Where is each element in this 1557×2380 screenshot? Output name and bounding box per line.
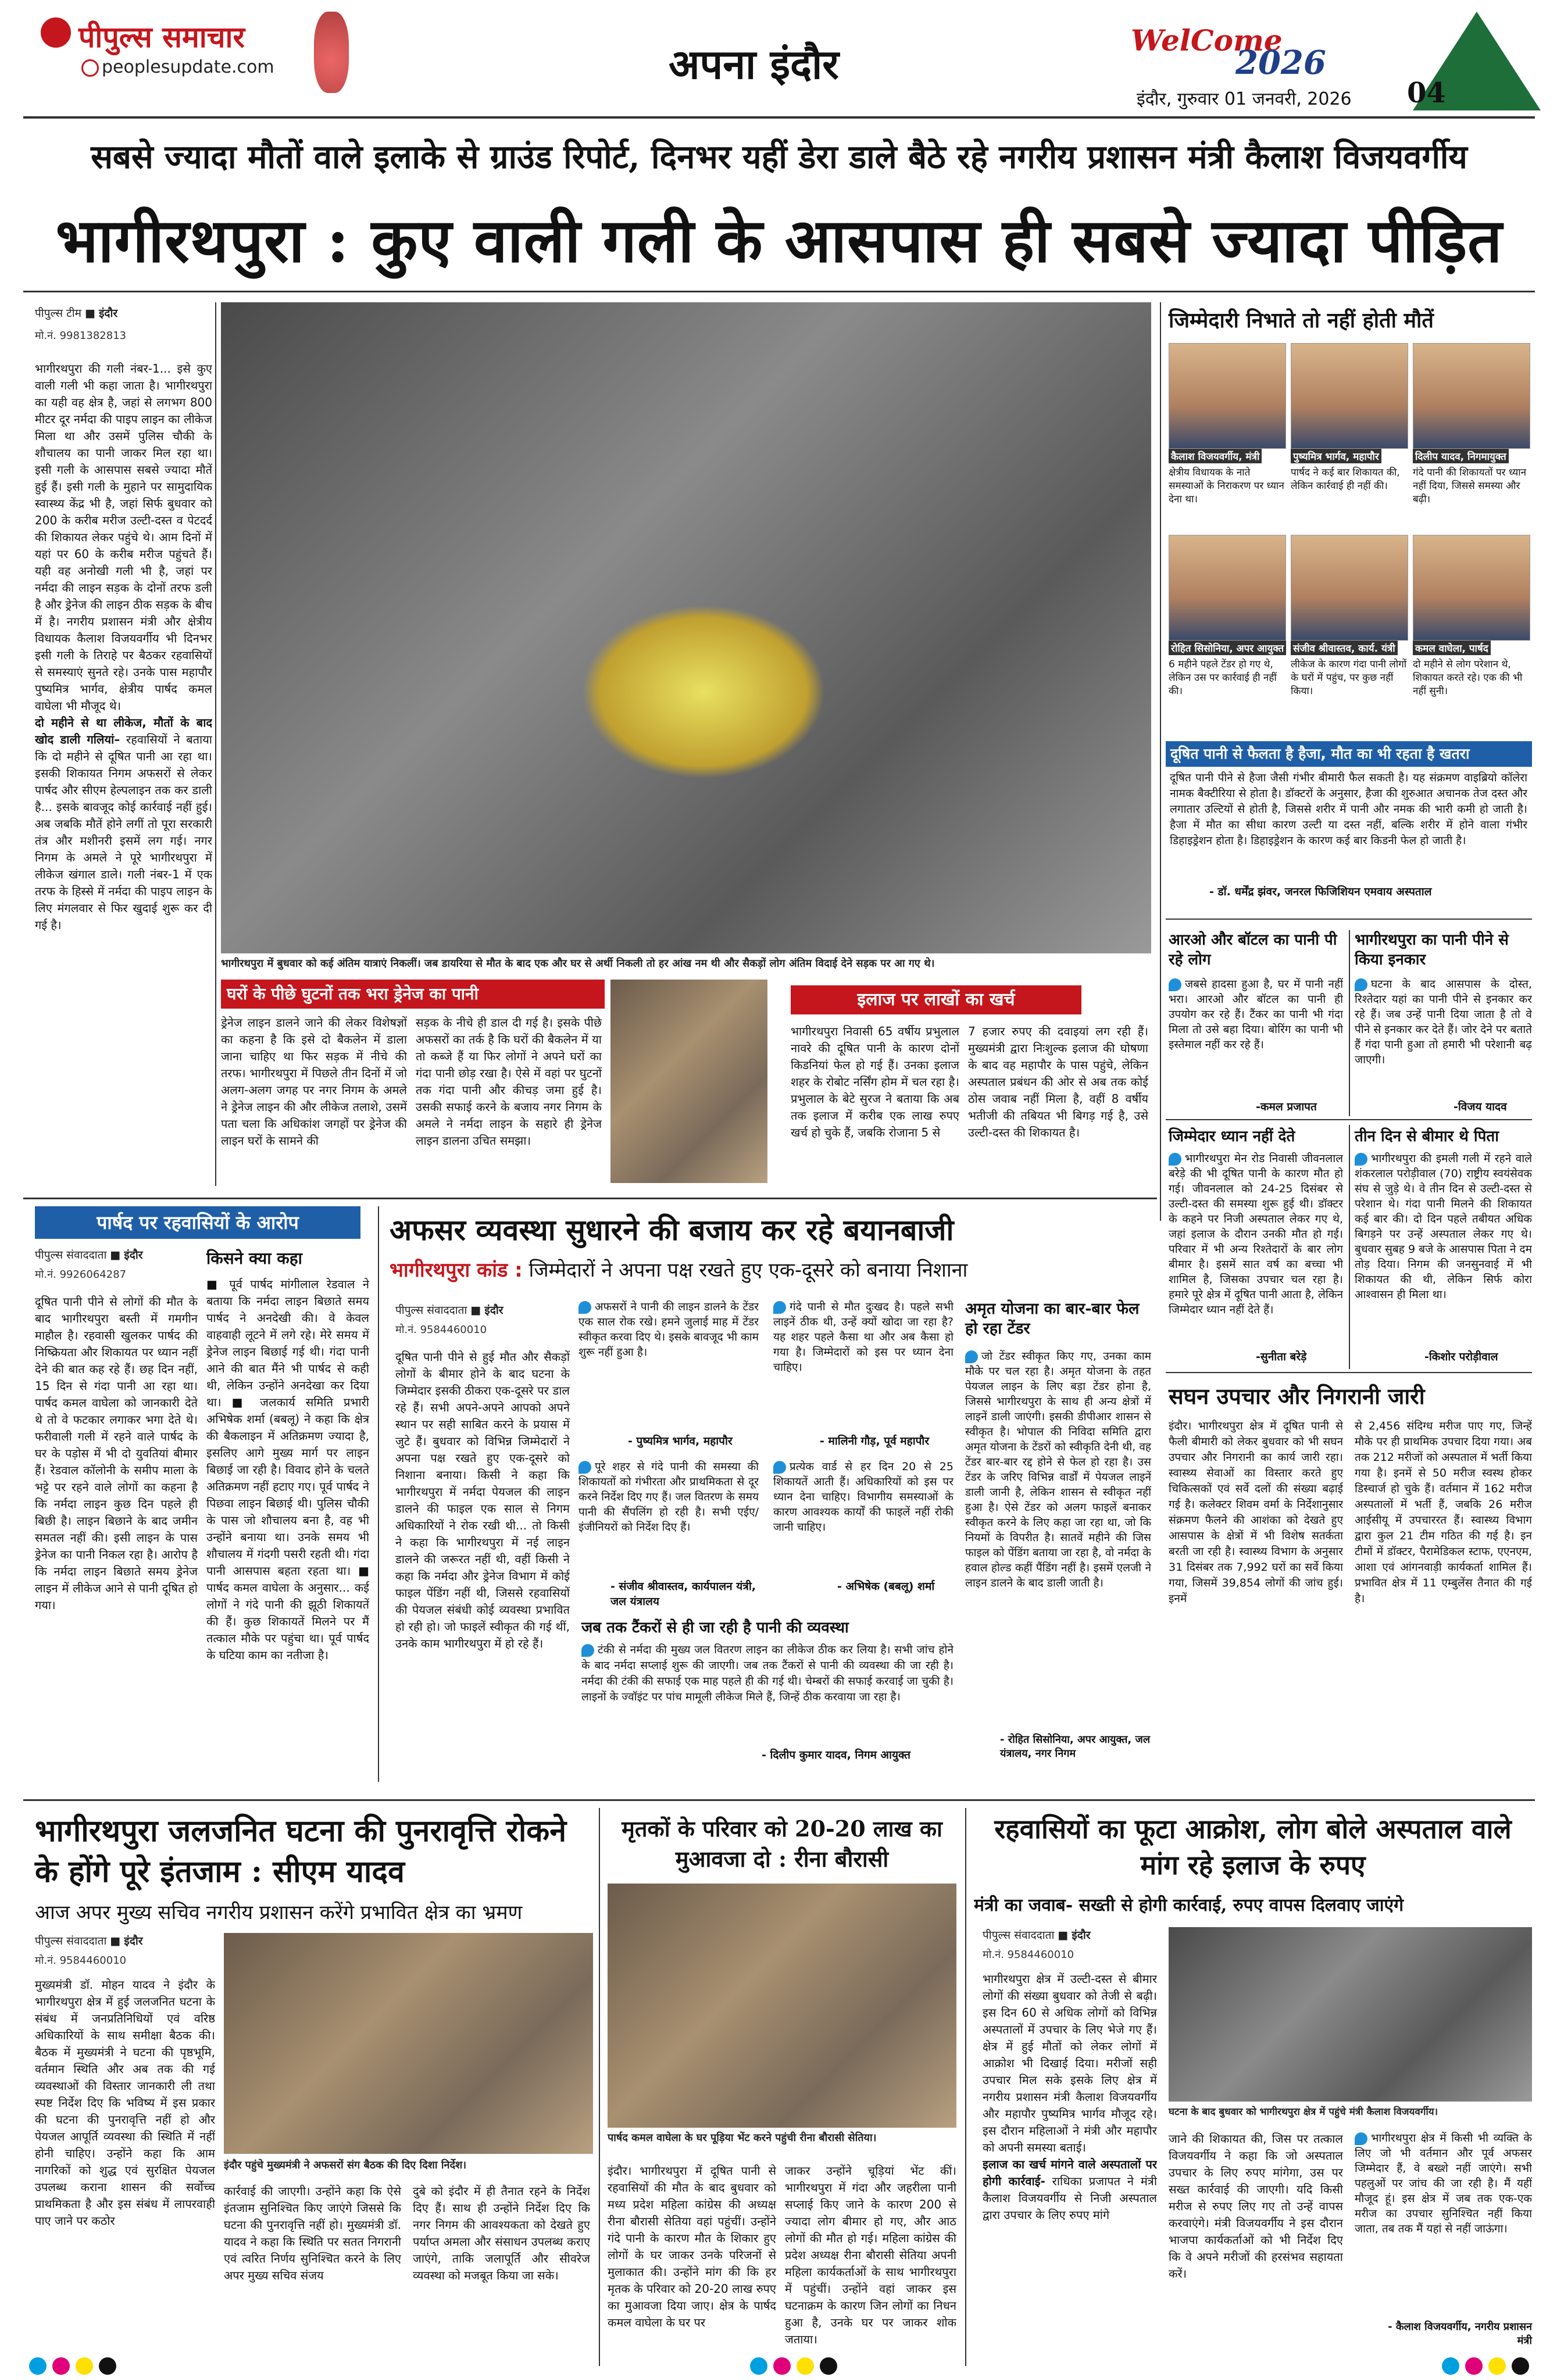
quote-divider-2: [1349, 1125, 1350, 1369]
lead-byline: पीपुल्स टीम ■ इंदौर: [35, 307, 118, 320]
anger-body: भागीरथपुरा क्षेत्र में उल्टी-दस्त से बीमार लोगों की संख्या बुधवार को तेजी से बढ़ी। इस दिन 60 से अधिक लोगों को विभिन्न अस्पतालों में उपचार के लिए भेजे गए हैं। क्षेत्र में हुई मौतों को लेकर लोगों में आक्रोश भी दिखाई दिया। मरीजों सही उपचार मिल सके इसके लिए क्षेत्र में नगरीय प्रशासन मंत्री कैलाश विजयवर्गीय और महापौर पुष्यमित्र भार्गव मौजूद रहे। इस दौरान महिलाओं ने मंत्री और महापौर को अपनी समस्या बताई।: [983, 1972, 1157, 2154]
year-text: 2026: [1235, 44, 1326, 82]
cm-col1: मुख्यमंत्री डॉ. मोहन यादव ने इंदौर के भागीरथपुरा क्षेत्र में हुई जलजनित घटना के संबंध में जनप्रतिनिधियों एवं वरिष्ठ अधिकारियों के साथ समीक्षा बैठक की। बैठक में मुख्यमंत्री ने घटना की पृष्ठभूमि, वर्तमान स्थिति और अब तक की गई व्यवस्थाओं की विस्तार जानकारी ली तथा स्पष्ट निर्देश दिए कि भविष्य में इस प्रकार की घटना की पुनरावृत्ति नहीं हो और पेयजल आपूर्ति व्यवस्था की स्थिति में नहीं होनी चाहिए। उन्होंने कहा कि आम नागरिकों को शुद्ध एवं सुरक्षित पेयजल उपलब्ध कराना शासन की सर्वोच्च प्राथमिकता है और इस संबंध में लापरवाही पाए जाने पर कठोर: [35, 1978, 215, 2228]
councillor-subhead: किसने क्या कहा: [206, 1249, 302, 1268]
byline-city: इंदौर: [1072, 1929, 1091, 1942]
quote-icon: [1355, 978, 1367, 991]
councillor-title: पार्षद पर रहवासियों के आरोप: [35, 1206, 360, 1239]
anger-col1: [983, 1971, 1157, 2366]
amrut-author: - रोहित सिसोनिया, अपर आयुक्त, जल यंत्रालय, नगर निगम: [1000, 1734, 1151, 1760]
compensation-photo: [608, 1884, 956, 2128]
compensation-col1: इंदौर। भागीरथपुरा में दूषित पानी से रहवासियों की मौत के बाद बुधवार को मध्य प्रदेश महिला कांग्रेस की अध्यक्ष रीना बौरासी सेतिया वहां पहुंचीं। उन्होंने गंदे पानी के कारण मौत के शिकार हुए लोगों के घर जाकर उनके परिजनों से मुलाकात की। उन्होंने मांग की कि हर मृतक के परिवार को 20-20 लाख रुपए का मुआवजा दिया जाए। क्षेत्र के पार्षद कमल वाघेला के घर पर: [608, 2164, 776, 2329]
portrait-kamal: [1413, 535, 1530, 641]
cost-box-col2: 7 हजार रुपए की दवाइयां लग रही हैं। मुख्यमंत्री द्वारा निःशुल्क इलाज की घोषणा के बाद वह महापौर के पास पहुंचे, लेकिन अस्पताल प्रबंधन की ओर से अब तक कोई ठोस जवाब नहीं मिला है, वहीं 8 वर्षीय भतीजी की तबियत भी बिगड़ गई है, उसे उल्टी-दस्त की शिकायत है।: [968, 1024, 1148, 1139]
officers-quote-3: [578, 1459, 759, 1575]
portrait-name-rohit: रोहित सिसोनिया, अपर आयुक्त: [1169, 641, 1286, 655]
quote-responsible-author: -सुनीता बरेड़े: [1256, 1350, 1307, 1363]
portrait-text-dilip: गंदे पानी की शिकायतों पर ध्यान नहीं दिया, जिससे समस्या और बढ़ी।: [1413, 467, 1527, 505]
quote-icon: [1169, 1153, 1181, 1166]
officers-quote-4-body: प्रत्येक वार्ड से हर दिन 20 से 25 शिकायतें आती हैं। अधिकारियों को इस पर ध्यान देना चाहिए। विभागीय समस्याओं के कारण आवश्यक कार्यों की फाइलें नहीं रोकी जानी चाहिए।: [773, 1460, 954, 1534]
masthead-divider: [23, 116, 1535, 119]
drain-photo: [610, 980, 767, 1183]
officers-headline: अफसर व्यवस्था सुधारने की बजाय कर रहे बयानबाजी: [390, 1213, 954, 1247]
quote-ro-author: -कमल प्रजापत: [1256, 1100, 1317, 1113]
byline-city: इंदौर: [124, 1249, 143, 1262]
anger-byline: पीपुल्स संवाददाता ■ इंदौर: [983, 1929, 1091, 1942]
portrait-rohit: [1169, 535, 1286, 641]
flower-bier: [581, 605, 826, 779]
quote-ro-body: जबसे हादसा हुआ है, घर में पानी नहीं भरा। आरओ और बॉटल का पानी ही उपयोग कर रहे हैं। टैंकर का पानी भी गंदा मिला तो उसे बहा दिया। बोरिंग का पानी भी इस्तेमाल नहीं कर रहे हैं।: [1169, 978, 1343, 1051]
cost-box-col1: भागीरथपुरा निवासी 65 वर्षीय प्रभुलाल नावरे की दूषित पानी के कारण दोनों किडनियां फेल हो गई हैं। उनका इलाज शहर के रोबोट नर्सिंग होम में चल रहा है। प्रभुलाल के बेटे सुरज ने बताया कि अब तक इलाज में करीब एक लाख रुपए खर्च हो चुके हैं, जबकि रोजाना 5 से: [791, 1024, 959, 1139]
quote-ro-title: आरओ और बॉटल का पानी पी रहे लोग: [1169, 931, 1337, 969]
section-title: अपना इंदौर: [669, 40, 839, 88]
lead-column-divider: [215, 302, 216, 1186]
councillor-col2: ■ पूर्व पार्षद मांगीलाल रेडवाल ने बताया कि नर्मदा लाइन बिछाते समय पार्षद ने अनदेखी की। वे केवल वाहवाही लूटने में लगे रहे। मेरे समय में ड्रेनेज लाइन बिछाई गई थी। गंदा पानी आने की बात मैंने भी पार्षद से कही थी, लेकिन उन्होंने अनदेखा कर दिया था। ■ जलकार्य समिति प्रभारी अभिषेक शर्मा (बबलू) ने कहा कि क्षेत्र की बैकलाइन में अतिक्रमण ज्यादा है, इसलिए आगे मुख्य मार्ग पर लाइन बिछाई जा रही है। विवाद होने के चलते अतिक्रमण नहीं हटाए गए। पूर्व पार्षद ने पिछवा लाइन बिछाई थी। पुलिस चौकी के पास जो शौचालय बना है, वह भी उन्होंने बनाया था। उनके समय भी शौचालय में गंदगी पसरी रहती थी। गंदा पानी आसपास बहता रहता था। ■ पार्षद कमल वाघेला के अनुसार... कई लोगों ने गंदे पानी की झूठी शिकायतें की हैं। कुछ शिकायतें मिलने पर मैं तत्काल मौके पर पहुंचा था। पूर्व पार्षद के घटिया काम का नतीजा है।: [206, 1277, 369, 1662]
registration-mark-cyan: [750, 2357, 767, 2375]
compensation-col2: जाकर उन्होंने चूड़ियां भेंट कीं। भागीरथपुरा में गंदा और जहरीला पानी सप्लाई किए जाने के कारण 200 से ज्यादा लोग बीमार हो गए, और आठ लोगों की मौत हो गई। महिला कांग्रेस की प्रदेश अध्यक्ष रीना बौरासी सेतिया अपनी महिला कार्यकर्ताओं के साथ भागीरथपुरा में पहुंचीं। उन्होंने वहां जाकर इस घटनाक्रम के कारण जिन लोगों का निधन हुआ है, उनके घर पर जाकर शोक जताया।: [785, 2164, 956, 2346]
quote-divider-1: [1349, 930, 1350, 1116]
portrait-text-sanjeev: लीकेज के कारण गंदा पानी लोगों के घरों में पहुंच, पर कुछ नहीं किया।: [1291, 659, 1407, 697]
portrait-name-dilip: दिलीप यादव, निगमायुक्त: [1413, 449, 1509, 463]
portrait-name-sanjeev: संजीव श्रीवास्तव, कार्य. यंत्री: [1291, 641, 1398, 655]
councillor-mobile: मो.नं. 9926064287: [35, 1268, 127, 1281]
quote-icon: [1355, 1153, 1367, 1166]
cholera-box-title: दूषित पानी से फैलता है हैजा, मौत का भी रहता है खतरा: [1166, 741, 1532, 767]
officers-subhead-text: जिम्मेदारों ने अपना पक्ष रखते हुए एक-दूसरे को बनाया निशाना: [528, 1259, 968, 1282]
funeral-photo: [221, 302, 1151, 953]
lead-headline: भागीरथपुरा : कुए वाली गली के आसपास ही सबसे ज्यादा पीड़ित: [55, 205, 1503, 276]
drain-box-col1: ड्रेनेज लाइन डालने जाने की लेकर विशेषज्ञों का कहना है कि इसे दो बैकलेन में डाला जाना चाहिए था फिर सड़क में नीचे की तरफ। भागीरथपुरा में पिछले तीन दिनों में जो अलग-अलग जगह पर नगर निगम के अमले ने ड्रेनेज लाइन की और लीकेज तलाशे, उसमें पता चला कि अधिकांश जगहों पर ड्रेनेज की लाइन घरों के सामने की: [221, 1016, 407, 1148]
quote-ro-text: [1169, 977, 1343, 1093]
byline-city: इंदौर: [484, 1304, 503, 1317]
lead-mobile: मो.नं. 9981382813: [35, 330, 127, 342]
officers-byline: पीपुल्स संवाददाता ■ इंदौर: [395, 1304, 503, 1317]
page-number: 04: [1407, 77, 1446, 109]
byline-name: पीपुल्स टीम: [35, 307, 82, 320]
compensation-divider: [965, 1808, 966, 2366]
portrait-name-pushyamitra: पुष्यमित्र भार्गव, महापौर: [1291, 449, 1381, 463]
treatment-divider: [1166, 1372, 1532, 1373]
byline-name: पीपुल्स संवाददाता: [35, 1935, 107, 1947]
officers-subhead: [390, 1256, 1157, 1282]
cm-photo-caption: इंदौर पहुंचे मुख्यमंत्री ने अफसरों संग बैठक की दिए दिशा निर्देश।: [224, 2159, 467, 2171]
cm-mobile: मो.नं. 9584460010: [35, 1954, 127, 1967]
funeral-photo-caption: भागीरथपुरा में बुधवार को कई अंतिम यात्राएं निकलीं। जब डायरिया से मौत के बाद एक और घर से अर्थी निकली तो हर आंख नम थी और सैकड़ों लोग अंतिम विदाई देने सड़क पर आ गए थे।: [221, 957, 935, 970]
drain-box-col2: सड़क के नीचे ही डाल दी गई है। इसके पीछे अफसरों का तर्क है कि घरों की बैकलेन में या तो कब्जे हैं या फिर लोगों ने अपने घरों का गंदा पानी छोड़ रखा है। ऐसे में वहां पर घुटनों तक गंदा पानी और कीचड़ जमा हुई है। उसकी सफाई करने के बजाय नगर निगम के अमले ने नर्मदा लाइन के सहारे ही ड्रेनेज लाइन डालना उचित समझा।: [416, 1016, 602, 1148]
cm-headline: भागीरथपुरा जलजनित घटना की पुनरावृत्ति रोकने के होंगे पूरे इंतजाम : सीएम यादव: [35, 1813, 567, 1889]
brand-logo-icon: [41, 17, 71, 48]
quote-father-author: -किशोर परोड़ीवाल: [1424, 1350, 1498, 1363]
quote-icon: [581, 1644, 594, 1657]
responsibility-title: जिम्मेदारी निभाते तो नहीं होती मौतें: [1169, 308, 1434, 333]
quote-refuse-text: [1355, 977, 1532, 1093]
cholera-box-text: दूषित पानी पीने से हैजा जैसी गंभीर बीमारी फैल सकती है। यह संक्रमण वाइब्रियो कॉलेरा नामक बैक्टीरिया से होता है। डॉक्टरों के अनुसार, हैजा की शुरुआत अचानक तेज दस्त और लगातार उल्टियों से होती है, जिससे शरीर में पानी और नमक की भारी कमी हो जाती है। हैजा में मौत का सीधा कारण उल्टी या दस्त नहीं, बल्कि शरीर में होने वाला गंभीर डिहाइड्रेशन होता है। डिहाइड्रेशन के कारण कई बार किडनी फेल हो जाती है।: [1170, 771, 1527, 847]
officers-quote-4-author: - अभिषेक (बबलू) शर्मा: [837, 1580, 935, 1593]
officers-quote-2-author: - मालिनी गौड़, पूर्व महापौर: [820, 1435, 930, 1448]
quote-icon: [773, 1461, 786, 1474]
quote-icon: [1169, 978, 1181, 991]
cm-meeting-photo: [224, 1933, 593, 2154]
treatment-col1: इंदौर। भागीरथपुरा क्षेत्र में दूषित पानी से फैली बीमारी को लेकर बुधवार को भी सघन उपचार और निगरानी का कार्य जारी रहा। स्वास्थ्य सेवाओं का विस्तार करते हुए चिकित्सकों एवं सर्वे दलों की संख्या बढ़ाई गई है। कलेक्टर शिवम वर्मा के निर्देशानुसार संक्रमण फैलने की आशंका को देखते हुए आसपास के क्षेत्रों में भी विशेष सतर्कता बरती जा रही है। स्वास्थ्य विभाग के अनुसार 31 दिसंबर तक 7,992 घरों का सर्वे किया गया, जिसमें 39,854 लोगों की जांच हुई। इनमें: [1169, 1420, 1343, 1605]
tanker-title: जब तक टैंकरों से ही जा रही है पानी की व्यवस्था: [581, 1619, 849, 1636]
quote-father-body: भागीरथपुरा की इमली गली में रहने वाले शंकरलाल परोड़ीवाल (70) राष्ट्रीय स्वयंसेवक संघ से जुड़े थे। वे तीन दिन से उल्टी-दस्त से परेशान थे। गंदा पानी मिलने की शिकायत कई बार की। दो दिन पहले तबीयत अधिक बिगड़ने पर उन्हें अस्पताल लेकर गए थे। बुधवार सुबह 9 बजे के आसपास पिता ने दम तोड़ दिया। निगम की जनसुनवाई में भी शिकायत की थी, लेकिन सिर्फ कोरा आश्वासन ही मिला था।: [1355, 1152, 1532, 1301]
anger-headline: रहवासियों का फूटा आक्रोश, लोग बोले अस्पताल वाले मांग रहे इलाज के रुपए: [994, 1813, 1512, 1881]
portrait-dilip: [1413, 343, 1530, 449]
anger-subhead-bold: इलाज का खर्च मांगने वाले अस्पतालों पर होगी कार्रवाई-: [983, 2157, 1157, 2188]
councillor-divider: [378, 1206, 379, 1782]
middle-band-divider: [23, 1198, 1157, 1199]
anger-col2: जाने की शिकायत की, जिस पर तत्काल विजयवर्गीय ने कहा कि जो अस्पताल उपचार के लिए रुपए मांगेगा, उस पर सख्त कार्रवाई की जाएगी। यदि किसी मरीज से रुपए लिए गए तो उन्हें वापस करवाएंगे। मंत्री विजयवर्गीय ने इस दौरान भाजपा कार्यकर्ताओं को भी निर्देश दिए कि वे अपने मरीजों की हरसंभव सहायता करें।: [1169, 2132, 1343, 2281]
officers-subhead-label: भागीरथपुरा कांड :: [390, 1259, 523, 1282]
byline-city: इंदौर: [99, 307, 118, 320]
officers-quote-3-author: - संजीव श्रीवास्तव, कार्यपालन यंत्री, जल यंत्रालय: [610, 1580, 756, 1608]
officers-quote-2: [773, 1299, 954, 1433]
portrait-name-kailash: कैलाश विजयवर्गीय, मंत्री: [1169, 449, 1262, 463]
lead-subhead: दो महीने से था लीकेज, मौतों के बाद खोद डाली गलियां–: [35, 716, 212, 746]
portrait-text-pushyamitra: पार्षद ने कई बार शिकायत की, लेकिन कार्रवाई ही नहीं की।: [1291, 467, 1400, 492]
quote-father-title: तीन दिन से बीमार थे पिता: [1355, 1128, 1499, 1145]
portrait-pushyamitra: [1291, 343, 1408, 449]
registration-mark-black: [99, 2357, 116, 2375]
registration-mark-cyan: [1442, 2357, 1459, 2375]
portrait-text-kailash: क्षेत्रीय विधायक के नाते समस्याओं के निराकरण पर ध्यान देना था।: [1169, 467, 1284, 505]
officers-quote-1-author: - पुष्यमित्र भार्गव, महापौर: [628, 1435, 733, 1448]
right-panel-divider: [1160, 302, 1161, 1221]
compensation-photo-caption: पार्षद कमल वाघेला के घर पूड़िया भेंट करने पहुंची रीना बौरासी सेतिया।: [608, 2132, 877, 2144]
cm-subhead: आज अपर मुख्य सचिव नगरीय प्रशासन करेंगे प्रभावित क्षेत्र का भ्रमण: [35, 1901, 523, 1924]
registration-mark-black: [1512, 2357, 1529, 2375]
cm-col3: दुबे को इंदौर में ही तैनात रहने के निर्देश दिए हैं। साथ ही उन्होंने निर्देश दिए कि नगर निगम की आवश्यकता को देखते हुए पर्याप्त अमला और संसाधन उपलब्ध कराए जाएंगे, ताकि जलापूर्ति और सीवरेज व्यवस्था को मजबूत किया जा सके।: [413, 2184, 590, 2282]
portrait-text-kamal: दो महीने से लोग परेशान थे, शिकायत करते रहे। एक की भी नहीं सुनी।: [1413, 659, 1523, 697]
portrait-sanjeev: [1291, 535, 1408, 641]
cm-col2: कार्रवाई की जाएगी। उन्होंने कहा कि ऐसे इंतजाम सुनिश्चित किए जाएंगे जिससे कि घटना की पुनरावृत्ति नहीं हो। मुख्यमंत्री डॉ. यादव ने कहा कि स्थिति पर सतत निगरानी एवं त्वरित निर्णय सुनिश्चित करने के लिए अपर मुख्य सचिव संजय: [224, 2184, 401, 2282]
byline-city: इंदौर: [124, 1935, 143, 1947]
drain-box-title: घरों के पीछे घुटनों तक भरा ड्रेनेज का पानी: [221, 980, 605, 1009]
byline-name: पीपुल्स संवाददाता: [35, 1249, 107, 1262]
brand-name: पीपुल्स समाचार: [78, 20, 245, 54]
cholera-box-author: - डॉ. धर्मेंद्र झंवर, जनरल फिजिशियन एमवाय अस्पताल: [1209, 885, 1432, 898]
quote-responsible-body: भागीरथपुरा मेन रोड निवासी जीवनलाल बरेड़े की भी दूषित पानी के कारण मौत हो गई। जीवनलाल को 24-25 दिसंबर से उल्टी-दस्त की समस्या शुरू हुई थी। डॉक्टर के कहने पर निजी अस्पताल लेकर गए थे, जहां इलाज के दौरान उनकी मौत हो गई। परिवार में भी अन्य रिश्तेदारों के बार लोग बीमार है। इसमें सात वर्ष का बच्चा भी शामिल है, जिसका उपचार चल रहा है। हमारे पूरे क्षेत्र में दूषित पानी आता है, लेकिन जिम्मेदार ध्यान नहीं देते हैं।: [1169, 1152, 1343, 1316]
amrut-title: अमृत योजना का बार-बार फेल हो रहा टेंडर: [965, 1300, 1140, 1338]
lead-body-col1: [35, 360, 212, 1186]
cm-divider: [599, 1808, 600, 2366]
amrut-body: जो टेंडर स्वीकृत किए गए, उनका काम मौके पर चल रहा है। अमृत योजना के तहत पेयजल लाइन के लिए बड़ा टेंडर होना है, जिससे भागीरथपुरा के साथ ही अन्य क्षेत्रों में लाइनें डाली जाएंगी। इसकी डीपीआर शासन से स्वीकृत है। भोपाल की निविदा समिति द्वारा अमृत योजना के टेंडरों को स्वीकृति देनी थी, वह टेंडर बार-बार रद्द होने से फेल हो रहा है। उस टेंडर के जरिए विभिन्न वार्डों में पेयजल लाइनें डाली जानी है, लेकिन शासन से स्वीकृत नहीं हुआ है। ऐसे टेंडर को अलग फाइलें बनाकर स्वीकृत करने के लिए कहा जा रहा था, जो कि नियमों के विपरीत है। सातवें महीने की जिस फाइल को पेंडिंग बताया जा रहा है, वो नर्मदा के हवाल होल्ड कहीं पैंडिंग नहीं है। इसमें एलजी ने लाइन डालने के बाद डाली जाती है।: [965, 1350, 1151, 1589]
quote-icon: [578, 1301, 591, 1314]
registration-mark-black: [820, 2357, 837, 2375]
officers-mobile: मो.नं. 9584460010: [395, 1324, 487, 1336]
councillor-col1: दूषित पानी पीने से लोगों की मौत के बाद भागीरथपुरा बस्ती में गमगीन माहौल है। रहवासी खुलकर पार्षद की निष्क्रियता और शिकायत पर ध्यान नहीं देने की बात कह रहे हैं। छह दिन नहीं, 15 दिन से गंदा पानी आ रहा था। पार्षद कमल वाघेला को जानकारी देते थे तो वे फटकार लगाकर भगा देते थे। फरीवाली गली में रहने वाले पार्षद के घर के पड़ोस में भी दो युवतियां बीमार हैं। रेडवाल कॉलोनी के समीप माला के भट्टे पर रहने वाले लोगों का कहना है कि नर्मदा लाइन कुछ दिन पहले ही बिछी है। लाइन बिछाने के बाद जमीन समतल नहीं की। इसी लाइन के पास ड्रेनेज का पानी निकल रहा है। आरोप है कि नर्मदा लाइन बिछाते समय ड्रेनेज लाइन में लीकेज आने से पानी दूषित हो गया।: [35, 1295, 198, 1612]
quote-icon: [1355, 2132, 1367, 2145]
cost-box-title: इलाज पर लाखों का खर्च: [791, 985, 1081, 1014]
globe-icon: [81, 59, 99, 77]
officers-quote-1-body: अफसरों ने पानी की लाइन डालने के टेंडर एक साल रोक रखे। हमने जुलाई माह में टेंडर स्वीकृत करवा दिए थे। इसके बावजूद भी काम शुरू नहीं हुआ है।: [578, 1300, 759, 1359]
quote-responsible-text: [1169, 1151, 1343, 1343]
byline-name: पीपुल्स संवाददाता: [983, 1929, 1055, 1942]
registration-mark-yellow: [797, 2357, 814, 2375]
anger-quote: [1355, 2131, 1532, 2317]
byline-name: पीपुल्स संवाददाता: [395, 1304, 467, 1317]
registration-mark-magenta: [52, 2357, 70, 2375]
officers-quote-3-body: पूरे शहर से गंदे पानी की समस्या की शिकायतों को गंभीरता और प्राथमिकता से दूर करने निर्देश दिए गए हैं। जल वितरण के समय पानी की सैंपलिंग हो रही है। सभी एईए/इंजीनियरों को निर्देश दिए हैं।: [578, 1460, 759, 1534]
dateline: इंदौर, गुरुवार 01 जनवरी, 2026: [1137, 89, 1352, 109]
portrait-text-rohit: 6 महीने पहले टेंडर हो गए थे, लेकिन उस पर कार्रवाई ही नहीं की।: [1169, 659, 1277, 697]
anger-subhead: मंत्री का जवाब- सख्ती से होगी कार्रवाई, रुपए वापस दिलवाए जाएंगे: [974, 1895, 1404, 1916]
quote-father-text: [1355, 1151, 1532, 1343]
headline-divider: [23, 291, 1535, 292]
compensation-headline: मृतकों के परिवार को 20-20 लाख का मुआवजा दो : रीना बौरासी: [622, 1816, 942, 1872]
responsibility-grid: [1166, 337, 1532, 744]
welcome-text: WelCome: [1131, 23, 1283, 58]
registration-mark-cyan: [29, 2357, 47, 2375]
anger-quote-body: भागीरथपुरा क्षेत्र में किसी भी व्यक्ति के लिए जो भी वर्तमान और पूर्व अफसर जिम्मेदार हैं, वे बख्शे नहीं जाएंगे। सभी पहलुओं पर जांच की जा रही है। मैं यहीं मौजूद हूं। इस क्षेत्र में जब तक एक-एक मरीज का उपचार सुनिश्चित नहीं किया जाता, तब तक मैं यहां से नहीं जाऊंगा।: [1355, 2132, 1532, 2235]
quote-icon: [773, 1301, 786, 1314]
quote-icon: [965, 1350, 978, 1363]
anger-mobile: मो.नं. 9584460010: [983, 1949, 1074, 1961]
decorative-lantern-icon: [314, 12, 349, 93]
anger-photo-caption: घटना के बाद बुधवार को भागीरथपुरा क्षेत्र में पहुंचे मंत्री कैलाश विजयवर्गीय।: [1169, 2106, 1438, 2118]
registration-mark-yellow: [76, 2357, 93, 2375]
quote-refuse-author: -विजय यादव: [1454, 1100, 1507, 1113]
councillor-byline: पीपुल्स संवाददाता ■ इंदौर: [35, 1249, 143, 1262]
anger-body-2: राधिका प्रजापत ने मंत्री कैलाश विजयवर्गीय से निजी अस्पताल द्वारा उपचार के लिए रुपए मांगे: [983, 2174, 1157, 2222]
officers-quote-1: [578, 1299, 759, 1433]
quote-icon: [578, 1461, 591, 1474]
registration-mark-magenta: [1465, 2357, 1483, 2375]
portrait-name-kamal: कमल वाघेला, पार्षद: [1413, 641, 1491, 655]
masthead: [0, 0, 1557, 116]
officers-quote-2-body: गंदे पानी से मौत दुःखद है। पहले सभी लाइनें ठीक थी, उन्हें क्यों खोदा जा रहा है? यह शहर पहले कैसा था और अब कैसा हो गया है। जिम्मेदारों को इस पर ध्यान देना चाहिए।: [773, 1300, 954, 1374]
anger-photo: [1169, 1927, 1532, 2102]
bottom-band-divider: [23, 1799, 1535, 1801]
officers-col1: दूषित पानी पीने से हुई मौत और सैकड़ों लोगों के बीमार होने के बाद घटना के जिम्मेदार इसकी ठीकरा एक-दूसरे पर डाल रहे हैं। सभी अपने-अपने आपको अपने स्थान पर सही साबित करने के प्रयास में जुटे हैं। बुधवार को विभिन्न जिम्मेदारों ने अपना पक्ष रखते हुए एक-दूसरे को निशाना बनाया। किसी ने कहा कि भागीरथपुरा में नर्मदा पेयजल की लाइन डालने की फाइल एक साल से निगम अधिकारियों ने रोक रखी थी... तो किसी ने कहा कि भागीरथपुरा में नई लाइन डालने की जरूरत नहीं थी, वहीं किसी ने कहा कि नर्मदा और ड्रेनेज विभाग में कोई फाइल पेंडिंग नहीं थी, जिससे रहवासियों की पेयजल संबंधी कोई व्यवस्था प्रभावित हो रही हो। जो फाइलें स्वीकृत की गई थीं, उनके काम भागीरथपुरा में हो रहे हैं।: [395, 1350, 570, 1650]
registration-mark-magenta: [773, 2357, 791, 2375]
quote-refuse-body: घटना के बाद आसपास के दोस्त, रिश्तेदार यहां का पानी पीने से इनकार कर रहे हैं। जब उन्हें पानी दिया जाता है तो वे पीने से इनकार कर देते हैं। जोर देने पर बताते हैं गंदा पानी हुआ तो हमारी भी परेशानी बढ़ जाएगी।: [1355, 978, 1532, 1066]
treatment-col2: से 2,456 संदिग्ध मरीज पाए गए, जिन्हें मौके पर ही प्राथमिक उपचार दिया गया। अब तक 212 मरीजों को अस्पताल में भर्ती किया गया है। इनमें से 50 मरीज स्वस्थ होकर डिस्चार्ज हो चुके हैं। वर्तमान में 162 मरीज अस्पतालों में भर्ती हैं, जबकि 26 मरीज आईसीयू में उपचाररत हैं। स्वास्थ्य विभाग द्वारा कुल 21 टीम गठित की गई है। इन टीमों में डॉक्टर, पैरामेडिकल स्टाफ, एएनएम, आशा एवं आंगनवाड़ी कार्यकर्ता शामिल हैं। प्रभावित क्षेत्र में 11 एम्बुलेंस तैनात की गई है।: [1355, 1420, 1532, 1605]
treatment-title: सघन उपचार और निगरानी जारी: [1169, 1383, 1425, 1409]
amrut-text: [965, 1349, 1151, 1721]
anger-quote-author: - कैलाश विजयवर्गीय, नगरीय प्रशासन मंत्री: [1388, 2321, 1532, 2347]
registration-mark-yellow: [1488, 2357, 1506, 2375]
officers-quote-4: [773, 1459, 954, 1575]
cm-byline: पीपुल्स संवाददाता ■ इंदौर: [35, 1935, 143, 1947]
portrait-kailash: [1169, 343, 1286, 449]
quote-divider-h: [1166, 1119, 1532, 1120]
tanker-body: टंकी से नर्मदा की मुख्य जल वितरण लाइन का लीकेज ठीक कर लिया है। सभी जांच होने के बाद नर्मदा सप्लाई शुरू की जाएगी। जब तक टैंकरों से पानी की व्यवस्था की जा रही है। नर्मदा की टंकी की सफाई एक माह पहले ही की गई थी। चेम्बरों की सफाई करवाई जा चुकी है। लाइनों के ज्वॉइंट पर पांच मामूली लीकेज मिले हैं, जिन्हें ठीक करवाया जा रहा है।: [581, 1643, 954, 1703]
lead-body-text: भागीरथपुरा की गली नंबर-1... इसे कुए वाली गली भी कहा जाता है। भागीरथपुरा का यही वह क्षेत्र है, जहां से लगभग 800 मीटर दूर नर्मदा की पाइप लाइन का लीकेज मिला था और उसमें पुलिस चौकी के शौचालय का पानी जाकर मिल रहा था। इसी गली के आसपास सबसे ज्यादा मौतें हुई हैं। इसी गली के मुहाने पर सामुदायिक स्वास्थ्य केंद्र भी है, जहां सिर्फ बुधवार को 200 के करीब मरीज उल्टी-दस्त व पेटदर्द की शिकायत लेकर पहुंचे थे। आम दिनों में यहां पर 60 के करीब मरीज पहुंचते हैं। यही वह अनोखी गली भी है, जहां पर नर्मदा की लाइन सड़क के दोनों तरफ डली है और ड्रेनेज की लाइन ठीक सड़क के बीच में है। नगरीय प्रशासन मंत्री और क्षेत्रीय विधायक कैलाश विजयवर्गीय भी दिनभर इसी गली के तिराहे पर बैठकर रहवासियों से समस्याएं सुनते रहे। उनके पास महापौर पुष्यमित्र भार्गव, क्षेत्रीय पार्षद कमल वाघेला भी मौजूद थे।: [35, 362, 212, 713]
lead-kicker: सबसे ज्यादा मौतों वाले इलाके से ग्राउंड रिपोर्ट, दिनभर यहीं डेरा डाले बैठे रहे नगरीय प्रशासन मंत्री कैलाश विजयवर्गीय: [91, 138, 1467, 176]
tanker-author: - दिलीप कुमार यादव, निगम आयुक्त: [762, 1749, 910, 1761]
website-link[interactable]: peoplesupdate.com: [102, 57, 274, 77]
tanker-text: [581, 1642, 954, 1741]
cholera-divider: [1166, 919, 1532, 920]
quote-refuse-title: भागीरथपुरा का पानी पीने से किया इनकार: [1355, 931, 1509, 969]
lead-body-text-2: रहवासियों ने बताया कि दो महीने से दूषित पानी आ रहा था। इसकी शिकायत निगम अफसरों से लेकर पार्षद और सीएम हेल्पलाइन तक कर डाली है... इसके बावजूद कोई कार्रवाई नहीं हुई। अब जबकि मौतें होने लगीं तो पूरा सरकारी तंत्र और मशीनरी इसमें लग गई। नगर निगम के अमले ने पूरे भागीरथपुरा में लीकेज खंगाल डाले। गली नंबर-1 में एक तरफ के हिस्से में नर्मदा की पाइप लाइन के लिए मंगलवार से फिर खुदाई शुरू कर दी गई है।: [35, 732, 212, 932]
quote-responsible-title: जिम्मेदार ध्यान नहीं देते: [1169, 1128, 1295, 1145]
